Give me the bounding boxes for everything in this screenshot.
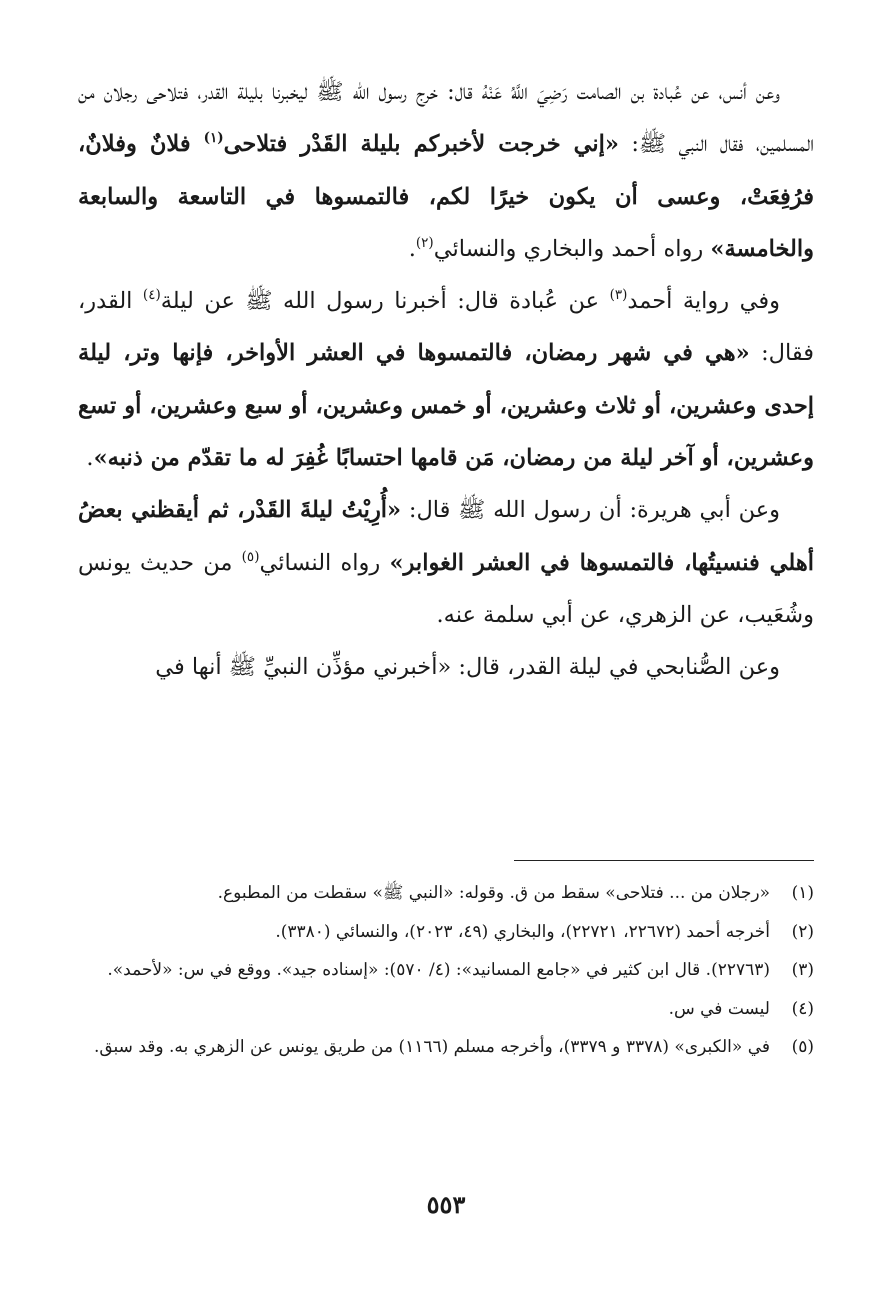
footnote-number: (٤): [791, 998, 814, 1019]
footnote-number: (١): [791, 883, 814, 903]
paragraph-3: [78, 484, 814, 641]
paragraph-1: [78, 66, 814, 275]
p1-text-e: .: [408, 235, 416, 262]
footnote-text: أخرجه أحمد (٢٢٦٧٢، ٢٢٧٢١)، والبخاري (٤٩، ٢٠٢٣)، والنسائي (٣٣٨٠).: [275, 921, 770, 942]
footnote-text: في «الكبرى» (٣٣٧٨ و ٣٣٧٩)، وأخرجه مسلم (١١٦٦) من طريق يونس عن الزهري به. وقد سبق.: [93, 1037, 770, 1057]
paragraph-2: [78, 275, 814, 484]
p3-text-c: رواه النسائي: [259, 549, 390, 576]
footnote-2: [78, 913, 814, 952]
footnote-ref-1[interactable]: (١): [203, 130, 224, 147]
footnote-ref-2[interactable]: (٢): [415, 235, 434, 252]
footnote-text: (٢٢٧٦٣). قال ابن كثير في «جامع المسانيد»: (٤/ ٥٧٠): «إسناده جيد». ووقع في س: «لأحمد».: [107, 960, 770, 980]
footnote-separator: [514, 860, 814, 861]
p2-text-b: عن عُبادة قال: أخبرنا رسول الله ﷺ عن ليلة: [160, 288, 610, 315]
p3-text-a: وعن أبي هريرة: أن رسول الله ﷺ قال:: [401, 497, 780, 524]
footnote-ref-4[interactable]: (٤): [142, 287, 161, 304]
p1-text-c: فلانٌ وفلانٌ، فرُفِعَتْ، وعسى أن يكون خيرًا لكم، فالتمسوها في التاسعة والسابعة والخامسة»: [78, 131, 814, 262]
footnote-5: [78, 1028, 814, 1067]
footnote-3: [78, 951, 814, 990]
page-number: ٥٥٣: [426, 1190, 466, 1219]
footnote-text: «رجلان من ... فتلاحى» سقط من ق. وقوله: «النبي ﷺ» سقطت من المطبوع.: [217, 883, 770, 903]
p2-text-c: القدر، فقال:: [78, 288, 815, 367]
p1-text-d: رواه أحمد والبخاري والنسائي: [433, 235, 711, 262]
footnote-text: ليست في س.: [668, 998, 770, 1019]
paragraph-4: [78, 641, 814, 693]
p1-text-a: وعن أنس، عن عُبادة بن الصامت رَضِيَ اللَّهُ عَنْهُ قال: خرج رسول الله ﷺ ليخبرنا بليلة القدر، فتلاحى رجلان من المسلمين، فقال النبي ﷺ:: [78, 79, 814, 158]
footnote-1: [78, 874, 814, 913]
footnote-number: (٣): [791, 960, 814, 980]
p2-text-e: .: [86, 445, 94, 472]
footnote-number: (٢): [791, 921, 814, 942]
p1-text-b: «إني خرجت لأخبركم بليلة القَدْر فتلاحى: [223, 131, 619, 158]
p3-text-d: من حديث يونس وشُعَيب، عن الزهري، عن أبي سلمة عنه.: [78, 549, 814, 628]
p2-text-a: وفي رواية أحمد: [627, 288, 780, 315]
footnote-4: [78, 990, 814, 1029]
p2-hadith-quote: «هي في شهر رمضان، فالتمسوها في العشر الأواخر، فإنها وتر، ليلة إحدى وعشرين، أو ثلاث وعشرين، أو خمس وعشرين، أو سبع وعشرين، أو تسع وعشرين، أو آخر ليلة من رمضان، مَن قامها احتسابًا غُفِرَ له ما تقدّم من ذنبه»: [78, 340, 814, 472]
footnotes: [78, 874, 814, 1067]
main-text: [78, 66, 814, 694]
footnote-ref-3[interactable]: (٣): [609, 287, 628, 304]
p4-text-a: وعن الصُّنابحي في ليلة القدر، قال: «أخبرني مؤذِّن النبيِّ ﷺ أنها في: [155, 654, 780, 681]
footnote-number: (٥): [791, 1037, 814, 1057]
footnote-ref-5[interactable]: (٥): [241, 548, 260, 565]
p3-hadith-quote: «أُرِيْتُ ليلةَ القَدْر، ثم أيقظني بعضُ أهلي فنسيتُها، فالتمسوها في العشر الغوابر»: [78, 497, 814, 576]
